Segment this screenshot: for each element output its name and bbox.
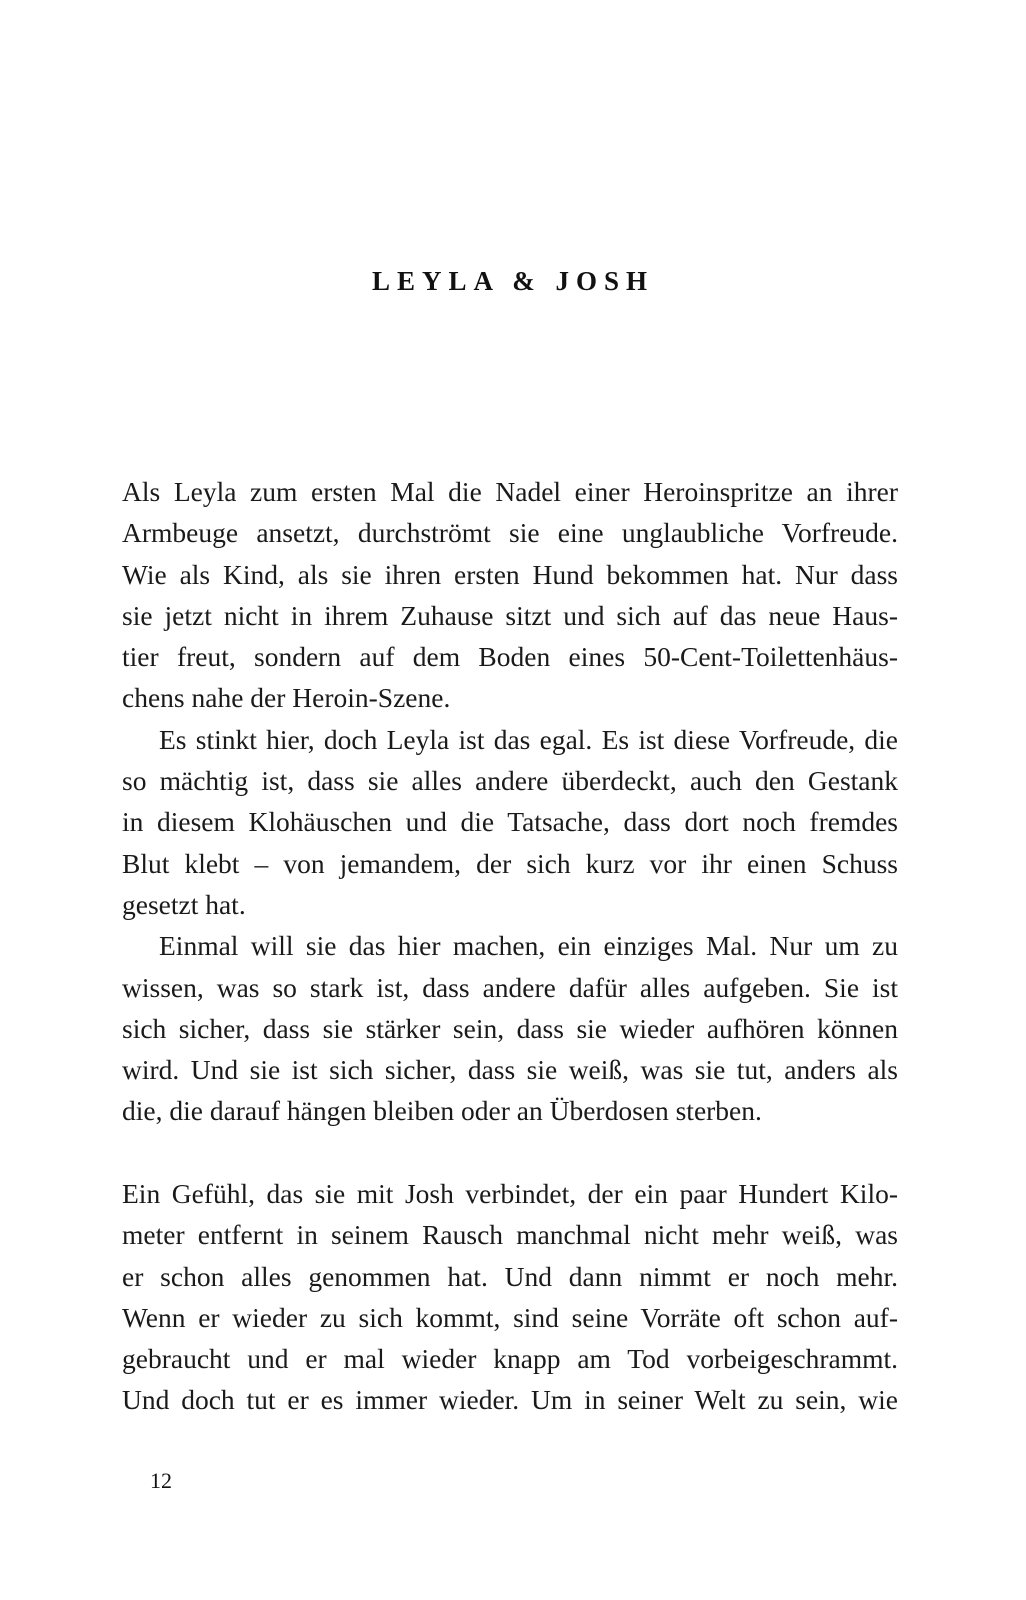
text-line: Armbeuge ansetzt, durchströmt sie eine unglaubliche Vorfreude. — [122, 517, 898, 549]
paragraph — [122, 1173, 898, 1421]
text-line: Einmal will sie das hier machen, ein einziges Mal. Nur um zu — [159, 930, 898, 962]
text-line: gesetzt hat. — [122, 888, 246, 920]
text-line: Es stinkt hier, doch Leyla ist das egal. Es ist diese Vorfreude, die — [159, 723, 898, 755]
text-line: so mächtig ist, dass sie alles andere überdeckt, auch den Gestank — [122, 765, 898, 797]
text-line: Wenn er wieder zu sich kommt, sind seine Vorräte oft schon auf- — [122, 1301, 898, 1333]
text-line: in diesem Klohäuschen und die Tatsache, dass dort noch fremdes — [122, 806, 898, 838]
text-line: tier freut, sondern auf dem Boden eines 50-Cent-Toilettenhäus- — [122, 641, 898, 673]
text-line: Blut klebt – von jemandem, der sich kurz vor ihr einen Schuss — [122, 847, 898, 879]
text-line: Wie als Kind, als sie ihren ersten Hund bekommen hat. Nur dass — [122, 558, 898, 590]
text-section-2 — [122, 1173, 898, 1421]
text-line: chens nahe der Heroin-Szene. — [122, 682, 451, 714]
text-line: gebraucht und er mal wieder knapp am Tod vorbeigeschrammt. — [122, 1343, 898, 1375]
text-section-1 — [122, 471, 898, 1132]
paragraph — [122, 471, 898, 719]
text-line: wird. Und sie ist sich sicher, dass sie weiß, was sie tut, anders als — [122, 1054, 898, 1086]
text-line: er schon alles genommen hat. Und dann nimmt er noch mehr. — [122, 1260, 898, 1292]
paragraph — [122, 719, 898, 925]
text-line: meter entfernt in seinem Rausch manchmal nicht mehr weiß, was — [122, 1219, 898, 1251]
text-line: Als Leyla zum ersten Mal die Nadel einer Heroinspritze an ihrer — [122, 476, 898, 507]
text-line: Und doch tut er es immer wieder. Um in seiner Welt zu sein, wie — [122, 1384, 898, 1416]
text-line: Ein Gefühl, das sie mit Josh verbindet, der ein paar Hundert Kilo- — [122, 1178, 898, 1209]
text-line: die, die darauf hängen bleiben oder an Überdosen sterben. — [122, 1095, 762, 1127]
paragraph — [122, 925, 898, 1131]
text-line: wissen, was so stark ist, dass andere dafür alles aufgeben. Sie ist — [122, 971, 898, 1003]
page-number: 12 — [150, 1468, 172, 1493]
chapter-title: LEYLA & JOSH — [371, 266, 655, 296]
text-line: sich sicher, dass sie stärker sein, dass sie wieder aufhören können — [122, 1012, 898, 1044]
text-line: sie jetzt nicht in ihrem Zuhause sitzt und sich auf das neue Haus- — [122, 599, 898, 631]
